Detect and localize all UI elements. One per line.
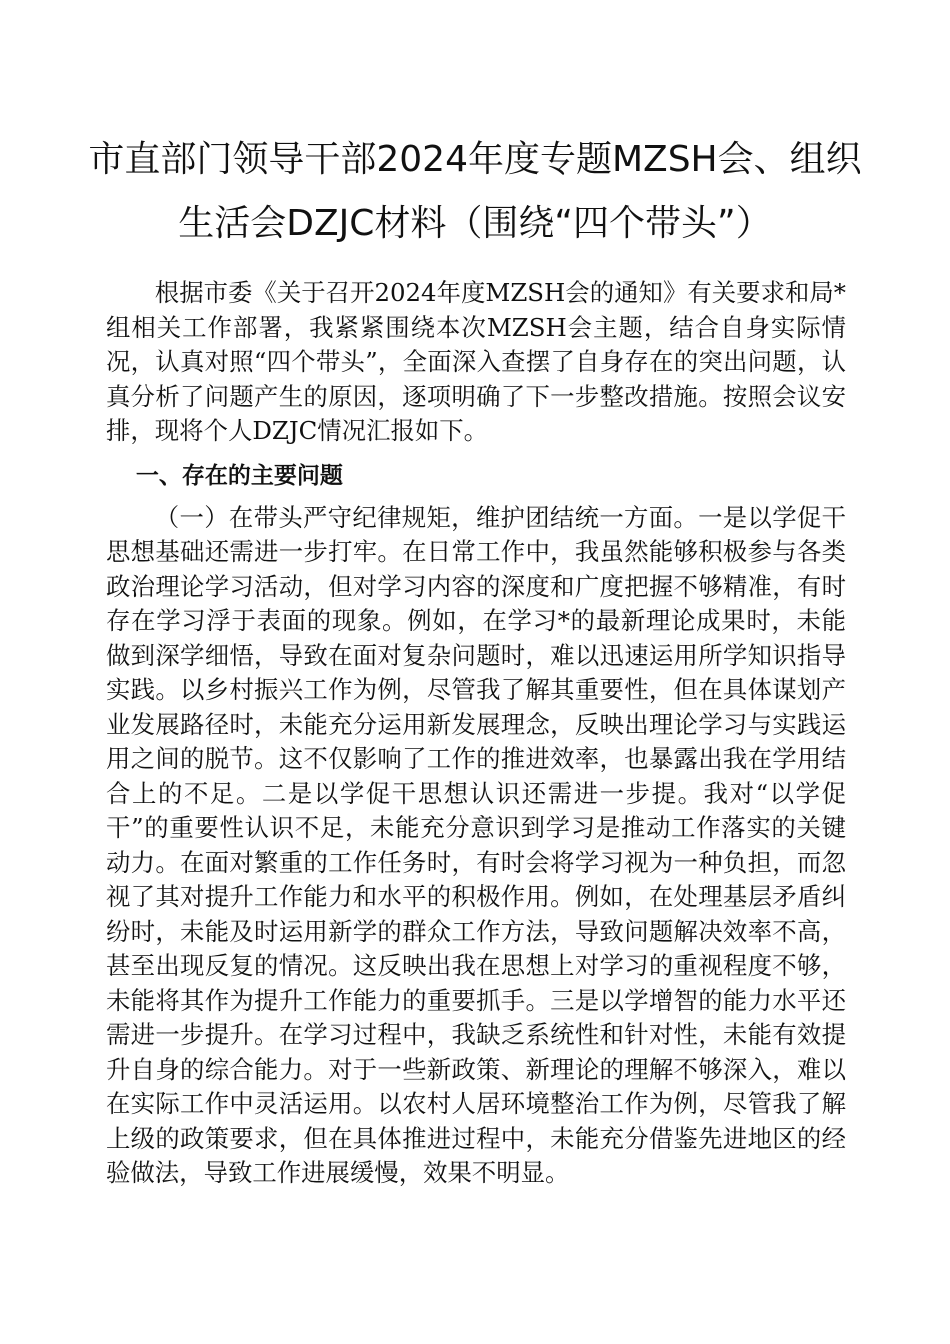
- document-title-line-1: 市直部门领导干部2024年度专题MZSH会、组织: [88, 139, 862, 180]
- document-title: [80, 128, 870, 256]
- document-body: [106, 276, 846, 1191]
- intro-paragraph: 根据市委《关于召开2024年度MZSH会的通知》有关要求和局*组相关工作部署，我紧紧围绕本次MZSH会主题，结合自身实际情况，认真对照“四个带头”，全面深入查摆了自身存在的突出问题，认真分析了问题产生的原因，逐项明确了下一步整改措施。按照会议安排，现将个人DZJC情况汇报如下。: [106, 278, 846, 445]
- section-paragraph-discipline: （一）在带头严守纪律规矩，维护团结统一方面。一是以学促干思想基础还需进一步打牢。在日常工作中，我虽然能够积极参与各类政治理论学习活动，但对学习内容的深度和广度把握不够精准，有时存在学习浮于表面的现象。例如，在学习*的最新理论成果时，未能做到深学细悟，导致在面对复杂问题时，难以迅速运用所学知识指导实践。以乡村振兴工作为例，尽管我了解其重要性，但在具体谋划产业发展路径时，未能充分运用新发展理念，反映出理论学习与实践运用之间的脱节。这不仅影响了工作的推进效率，也暴露出我在学用结合上的不足。二是以学促干思想认识还需进一步提。我对“以学促干”的重要性认识不足，未能充分意识到学习是推动工作落实的关键动力。在面对繁重的工作任务时，有时会将学习视为一种负担，而忽视了其对提升工作能力和水平的积极作用。例如，在处理基层矛盾纠纷时，未能及时运用新学的群众工作方法，导致问题解决效率不高，甚至出现反复的情况。这反映出我在思想上对学习的重视程度不够，未能将其作为提升工作能力的重要抓手。三是以学增智的能力水平还需进一步提升。在学习过程中，我缺乏系统性和针对性，未能有效提升自身的综合能力。对于一些新政策、新理论的理解不够深入，难以在实际工作中灵活运用。以农村人居环境整治工作为例，尽管我了解上级的政策要求，但在具体推进过程中，未能充分借鉴先进地区的经验做法，导致工作进展缓慢，效果不明显。: [106, 502, 846, 1187]
- section-heading-problems: 一、存在的主要问题: [135, 462, 343, 489]
- document-title-line-2: 生活会DZJC材料（围绕“四个带头”）: [178, 203, 772, 244]
